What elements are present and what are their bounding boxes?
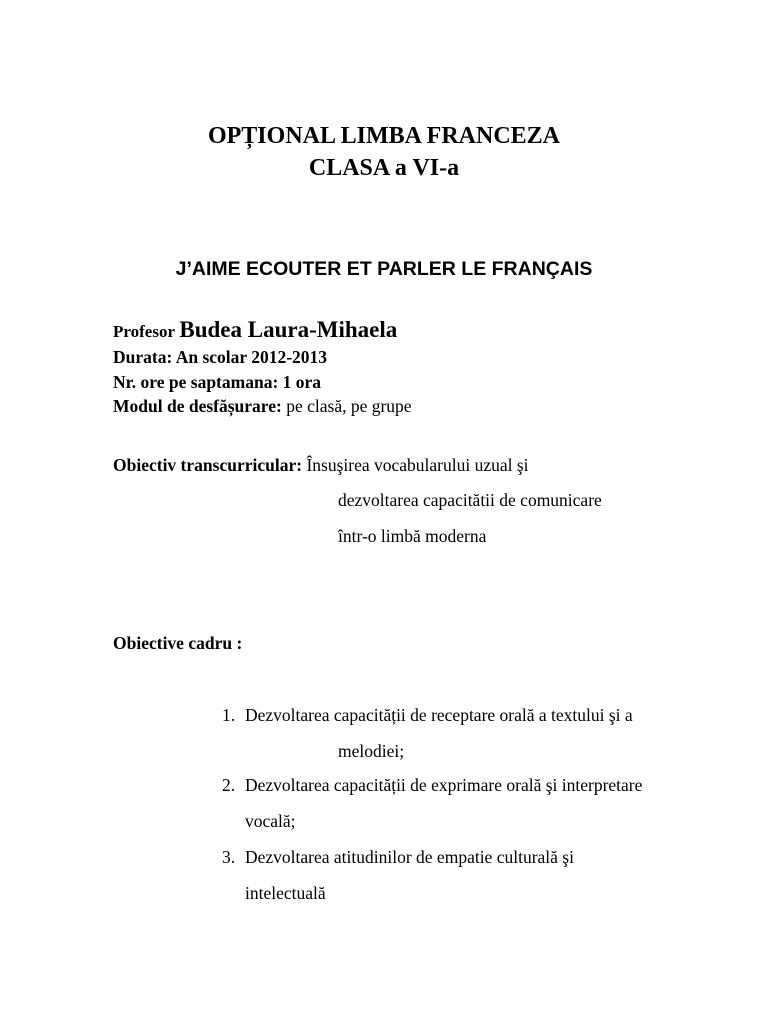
professor-name: Budea Laura-Mihaela (179, 317, 398, 342)
transcurricular-label: Obiectiv transcurricular: (113, 455, 303, 475)
list-item-text-continued: vocală; (245, 811, 296, 831)
list-item-text: Dezvoltarea capacității de exprimare orală şi interpretare (245, 775, 643, 795)
professor-line (113, 318, 397, 344)
delivery-mode-line (113, 394, 412, 418)
list-item-number: 2. (222, 775, 236, 795)
transcurricular-text-line2: dezvoltarea capacitătii de comunicare (338, 490, 602, 510)
document-title: OPȚIONAL LIMBA FRANCEZA (207, 123, 561, 149)
list-item-number: 1. (222, 705, 236, 725)
delivery-mode-value: pe clasă, pe grupe (281, 396, 412, 416)
transcurricular-objective (113, 453, 529, 477)
list-item-text: Dezvoltarea atitudinilor de empatie culturală şi (245, 847, 574, 867)
document-class-title: CLASA a VI-a (308, 155, 460, 181)
duration-line: Durata: An scolar 2012-2013 (113, 347, 328, 367)
course-subtitle: J’AIME ECOUTER ET PARLER LE FRANÇAIS (175, 258, 593, 280)
delivery-mode-label: Modul de desfășurare: (113, 396, 282, 416)
list-item-text-continued: intelectuală (245, 883, 326, 903)
hours-per-week-line: Nr. ore pe saptamana: 1 ora (113, 372, 322, 392)
transcurricular-text-line1: Însuşirea vocabularului uzual şi (302, 455, 529, 475)
professor-label: Profesor (113, 322, 175, 341)
transcurricular-text-line3: într-o limbă moderna (338, 526, 487, 546)
framework-objectives-heading: Obiective cadru : (113, 633, 243, 653)
list-item-number: 3. (222, 847, 236, 867)
list-item-text: Dezvoltarea capacității de receptare orală a textului şi a (245, 705, 633, 725)
list-item-text-continued: melodiei; (338, 741, 405, 761)
